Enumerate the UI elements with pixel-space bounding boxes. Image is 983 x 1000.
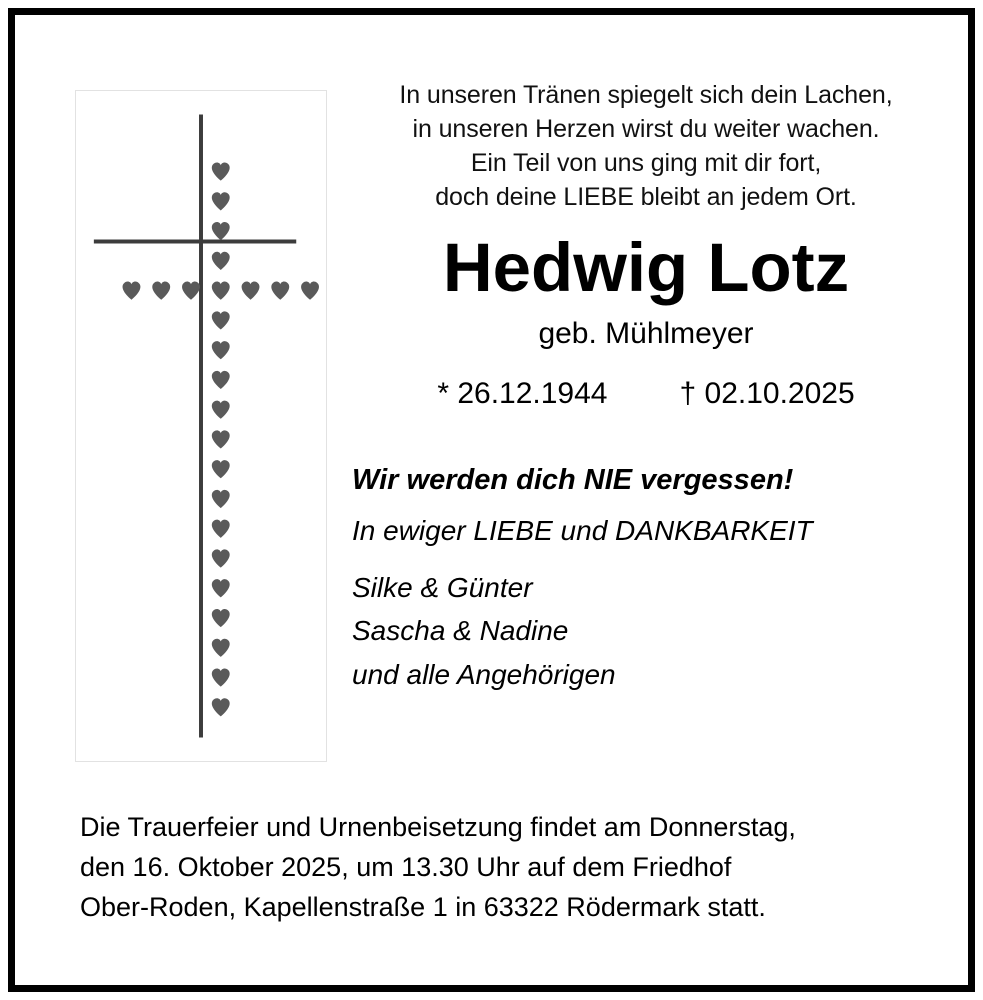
funeral-details-line-2: den 16. Oktober 2025, um 13.30 Uhr auf dem Friedhof: [80, 851, 732, 882]
mourner-3: und alle Angehörigen: [352, 658, 616, 690]
cross-of-hearts-illustration: [75, 90, 327, 762]
funeral-details-line-1: Die Trauerfeier und Urnenbeisetzung findet am Donnerstag,: [80, 812, 796, 842]
verse-line-4: doch deine LIEBE bleibt an jedem Ort.: [435, 183, 857, 211]
tribute-block: [336, 462, 956, 696]
verse-line-2: in unseren Herzen wirst du weiter wachen.: [412, 115, 880, 143]
obituary-upper-section: [18, 18, 965, 758]
obituary-border: [8, 8, 975, 992]
verse-line-1: In unseren Tränen spiegelt sich dein Lachen,: [399, 81, 893, 109]
cross-icon: [76, 91, 326, 761]
tribute-line: In ewiger LIEBE und DANKBARKEIT: [352, 514, 813, 546]
tribute-headline: Wir werden dich NIE vergessen!: [352, 464, 794, 497]
verse-line-3: Ein Teil von uns ging mit dir fort,: [470, 149, 822, 177]
mourner-2: Sascha & Nadine: [352, 615, 569, 647]
obituary-card: [15, 15, 968, 985]
funeral-details-line-3: Ober-Roden, Kapellenstraße 1 in 63322 Rödermark statt.: [80, 891, 766, 922]
funeral-details: [80, 808, 909, 928]
obituary-text-column: [336, 78, 956, 696]
life-dates: [336, 376, 956, 412]
mourner-1: Silke & Günter: [352, 572, 533, 604]
deceased-name: Hedwig Lotz: [442, 229, 850, 306]
death-date: † 02.10.2025: [679, 377, 855, 411]
maiden-name: geb. Mühlmeyer: [538, 317, 754, 351]
birth-date: * 26.12.1944: [437, 377, 608, 411]
mourners-list: [352, 566, 956, 696]
memorial-verse: [336, 78, 956, 214]
